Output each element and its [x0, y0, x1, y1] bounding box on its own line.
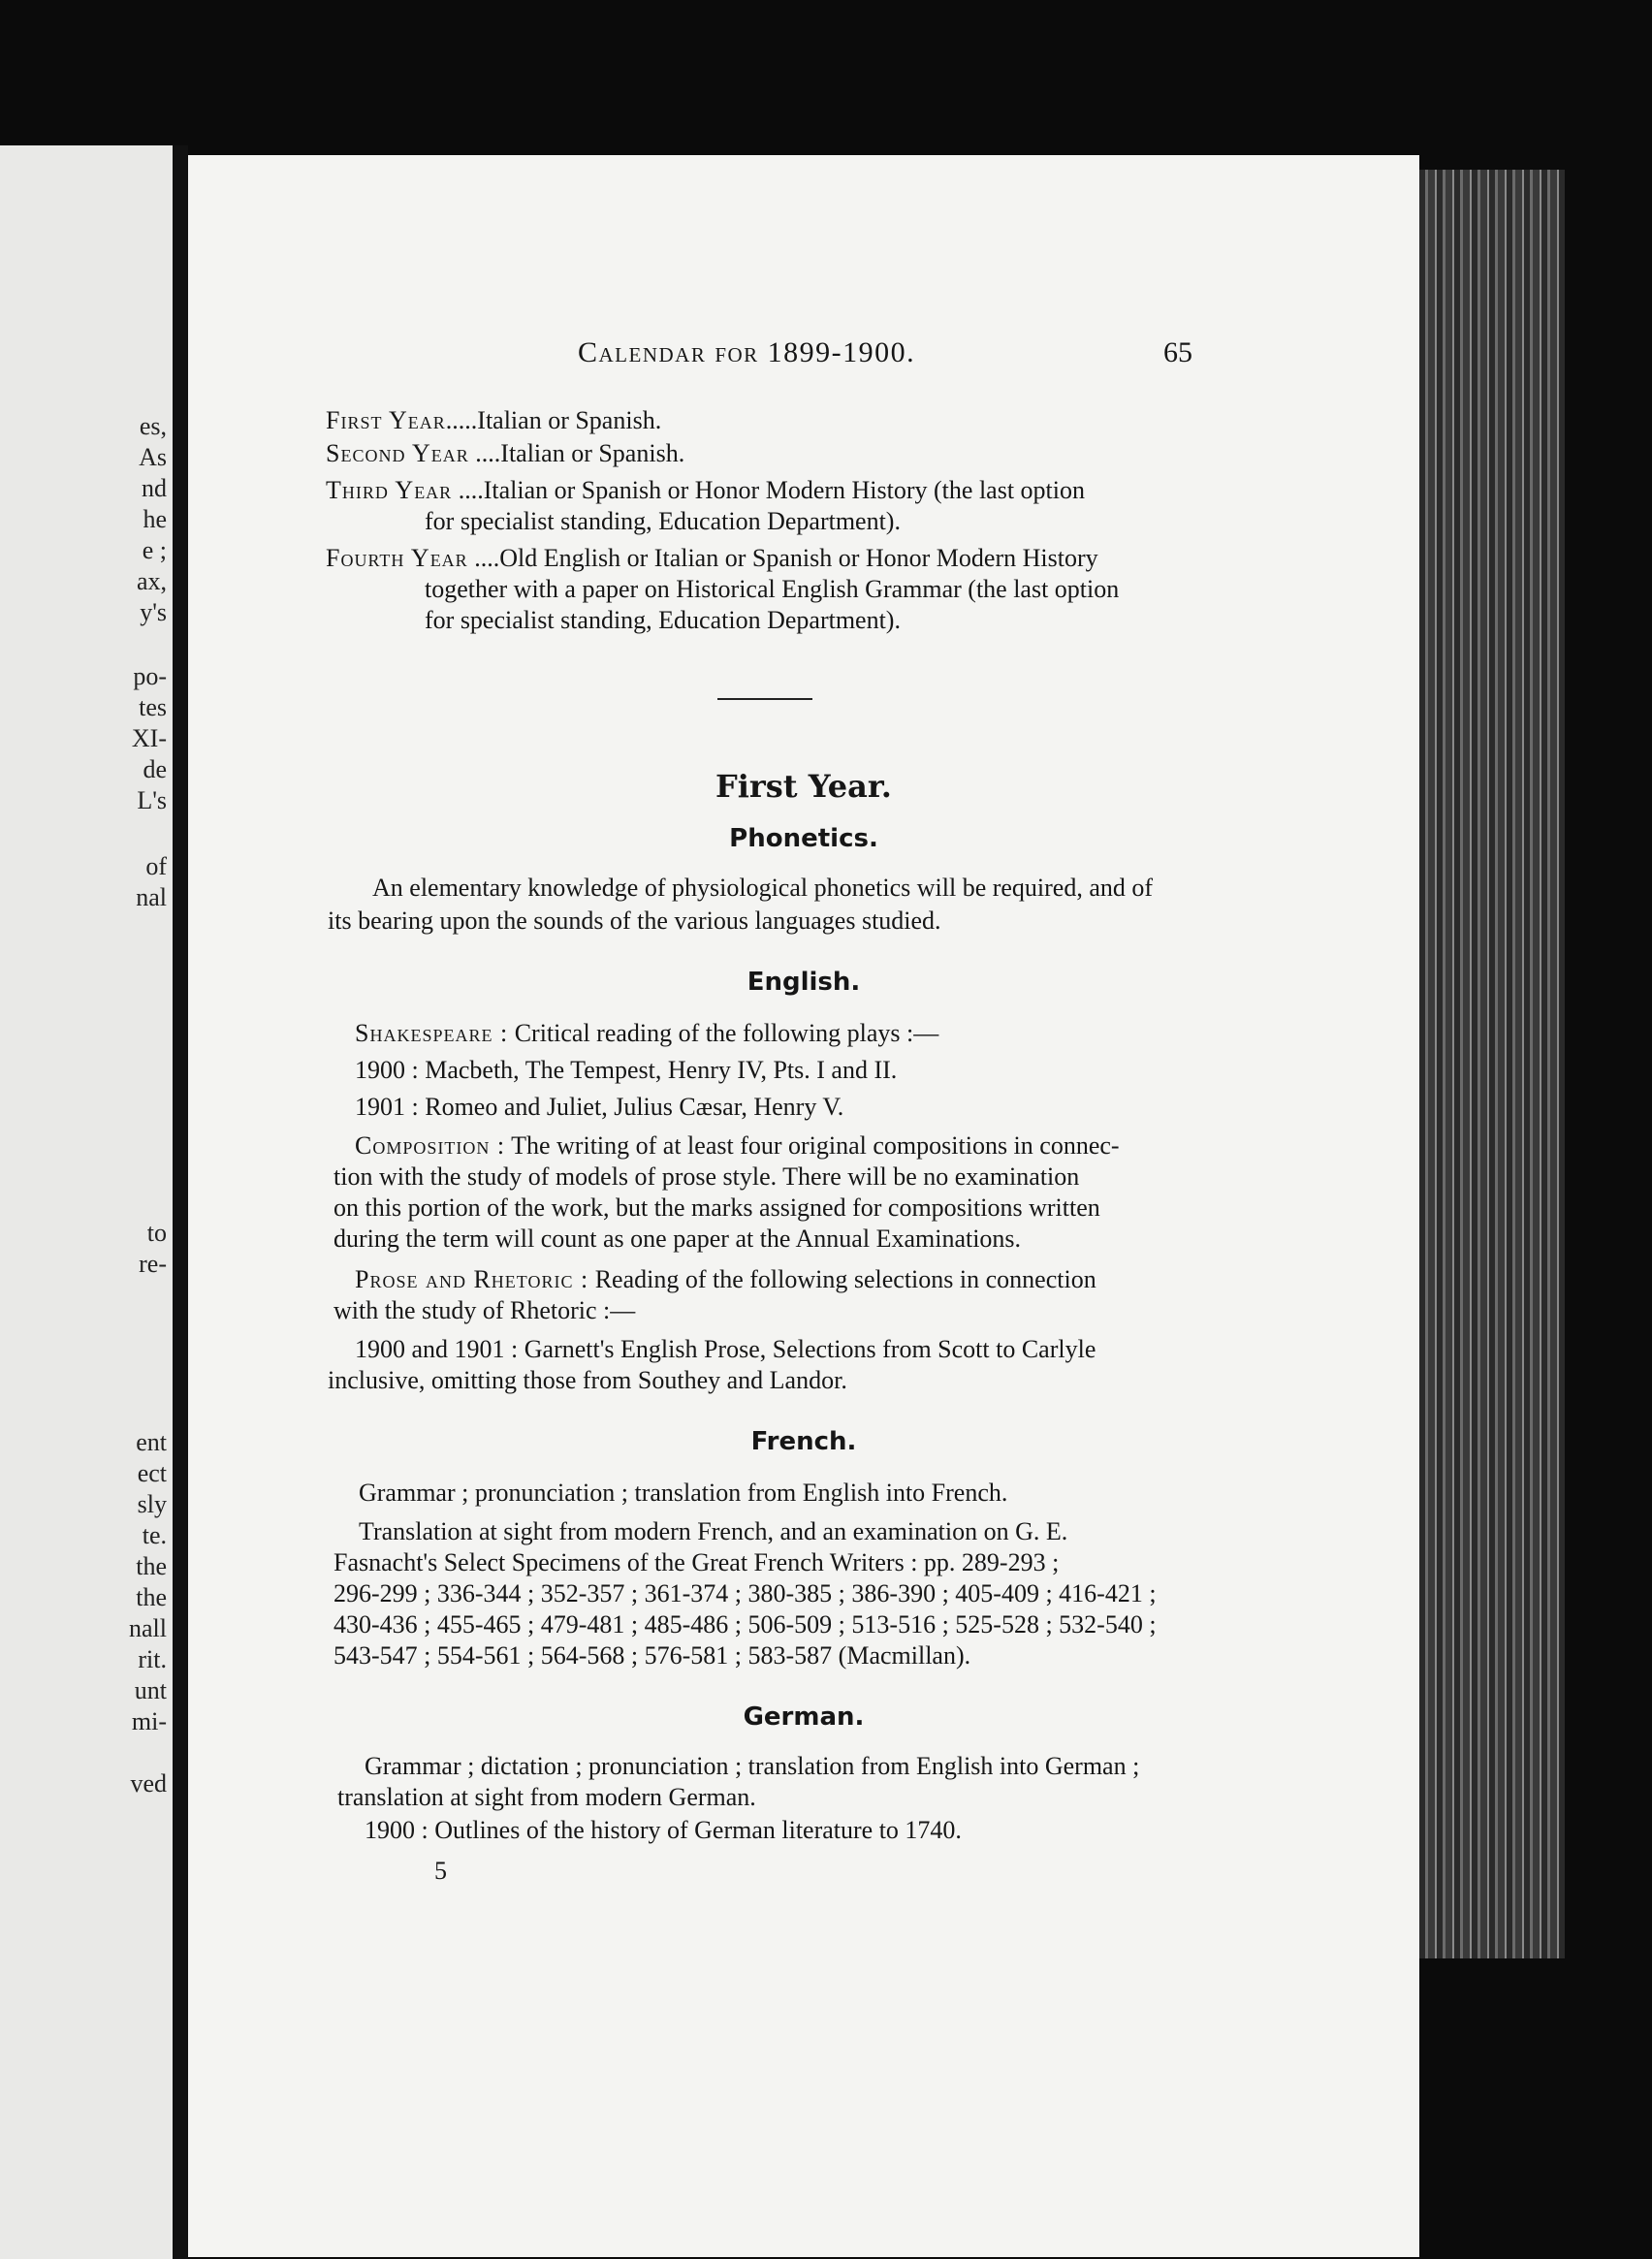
- year-text: Italian or Spanish.: [477, 406, 662, 434]
- french-grammar: Grammar ; pronunciation ; translation from English into French.: [359, 1479, 1008, 1507]
- left-fragment: sly: [137, 1490, 167, 1518]
- prose-label: Prose and Rhetoric :: [355, 1265, 589, 1293]
- prose-line: with the study of Rhetoric :—: [334, 1296, 636, 1324]
- german-1900: 1900 : Outlines of the history of German literature to 1740.: [365, 1816, 962, 1844]
- composition-line: on this portion of the work, but the marks assigned for compositions written: [334, 1193, 1100, 1222]
- left-fragment: ect: [137, 1459, 167, 1487]
- heading-german: German.: [743, 1702, 865, 1732]
- left-fragment: re-: [139, 1250, 167, 1278]
- composition-label: Composition :: [355, 1131, 506, 1160]
- left-fragment: te.: [142, 1521, 167, 1549]
- german-line: translation at sight from modern German.: [337, 1783, 756, 1811]
- prose-line: [355, 1264, 1096, 1295]
- year-text: Old English or Italian or Spanish or Honor Modern History: [499, 544, 1098, 572]
- english-1901: 1901 : Romeo and Juliet, Julius Cæsar, Henry V.: [355, 1093, 844, 1121]
- garnett-line: inclusive, omitting those from Southey and Landor.: [328, 1366, 847, 1394]
- section-title: First Year.: [715, 768, 892, 805]
- left-facing-page: [0, 145, 173, 2259]
- french-line: Fasnacht's Select Specimens of the Great French Writers : pp. 289-293 ;: [334, 1548, 1060, 1576]
- garnett-line: 1900 and 1901 : Garnett's English Prose, Selections from Scott to Carlyle: [355, 1335, 1096, 1363]
- section-divider: [717, 698, 812, 700]
- year-label: Second Year: [326, 439, 469, 467]
- english-1900: 1900 : Macbeth, The Tempest, Henry IV, Pts. I and II.: [355, 1056, 898, 1084]
- page-edges: [1419, 170, 1565, 1958]
- shakespeare-line: [355, 1018, 938, 1049]
- left-fragment: he: [143, 505, 167, 533]
- left-fragment: As: [139, 443, 167, 471]
- phonetics-line: its bearing upon the sounds of the various languages studied.: [328, 907, 941, 935]
- french-line: 430-436 ; 455-465 ; 479-481 ; 485-486 ; 506-509 ; 513-516 ; 525-528 ; 532-540 ;: [334, 1610, 1157, 1639]
- running-header-title: Calendar for 1899-1900.: [578, 336, 916, 368]
- year-entry-second: [326, 438, 684, 469]
- left-fragment: e ;: [142, 536, 167, 564]
- signature-mark: 5: [434, 1857, 447, 1885]
- year-dots: .....: [445, 406, 478, 434]
- composition-line: tion with the study of models of prose style. There will be no examination: [334, 1162, 1080, 1191]
- year-text: Italian or Spanish.: [500, 439, 685, 467]
- year-dots: ....: [475, 439, 501, 467]
- shakespeare-text: Critical reading of the following plays :—: [514, 1019, 939, 1047]
- heading-french: French.: [750, 1427, 857, 1456]
- left-fragment: the: [136, 1552, 167, 1580]
- left-fragment: nd: [142, 474, 167, 502]
- year-label: Fourth Year: [326, 544, 468, 572]
- heading-phonetics: Phonetics.: [729, 824, 878, 853]
- left-fragment: the: [136, 1583, 167, 1611]
- left-fragment: de: [143, 755, 167, 783]
- heading-english: English.: [747, 968, 861, 997]
- french-line: 296-299 ; 336-344 ; 352-357 ; 361-374 ; 380-385 ; 386-390 ; 405-409 ; 416-421 ;: [334, 1579, 1157, 1607]
- year-label: First Year: [326, 406, 446, 434]
- composition-text: The writing of at least four original compositions in connec-: [511, 1131, 1120, 1160]
- left-fragment: y's: [140, 598, 167, 626]
- left-fragment: to: [146, 1219, 167, 1247]
- french-line: Translation at sight from modern French, and an examination on G. E.: [359, 1517, 1068, 1545]
- left-fragment: es,: [139, 412, 167, 440]
- composition-line: [355, 1130, 1120, 1161]
- left-fragment: unt: [134, 1676, 167, 1704]
- left-fragment: ax,: [136, 567, 167, 595]
- left-fragment: XI-: [131, 724, 167, 752]
- left-fragment: ved: [130, 1769, 167, 1798]
- book-gutter: [173, 145, 188, 2259]
- left-fragment: nal: [136, 883, 167, 911]
- left-fragment: rit.: [138, 1645, 167, 1673]
- left-fragment: po-: [133, 662, 167, 690]
- year-entry-fourth-cont: for specialist standing, Education Department).: [425, 606, 901, 634]
- french-line: 543-547 ; 554-561 ; 564-568 ; 576-581 ; 583-587 (Macmillan).: [334, 1641, 971, 1670]
- page-number: 65: [1163, 336, 1192, 368]
- left-fragment: ent: [136, 1428, 167, 1456]
- left-fragment: mi-: [131, 1707, 167, 1735]
- left-fragment: L's: [137, 786, 167, 814]
- composition-line: during the term will count as one paper at the Annual Examinations.: [334, 1225, 1022, 1253]
- left-fragment: of: [145, 852, 167, 880]
- prose-text: Reading of the following selections in connection: [594, 1265, 1096, 1293]
- left-fragment: nall: [129, 1614, 167, 1642]
- year-text: Italian or Spanish or Honor Modern History (the last option: [483, 476, 1085, 504]
- year-entry-third: [326, 475, 1085, 506]
- year-label: Third Year: [326, 476, 453, 504]
- year-dots: ....: [474, 544, 500, 572]
- german-line: Grammar ; dictation ; pronunciation ; translation from English into German ;: [365, 1752, 1140, 1780]
- year-dots: ....: [458, 476, 484, 504]
- phonetics-line: An elementary knowledge of physiological phonetics will be required, and of: [372, 874, 1154, 902]
- year-entry-third-cont: for specialist standing, Education Department).: [425, 507, 901, 535]
- year-entry-first: [326, 405, 661, 436]
- shakespeare-label: Shakespeare :: [355, 1019, 509, 1047]
- left-fragment: tes: [139, 693, 167, 721]
- year-entry-fourth-cont: together with a paper on Historical English Grammar (the last option: [425, 575, 1120, 603]
- year-entry-fourth: [326, 543, 1098, 574]
